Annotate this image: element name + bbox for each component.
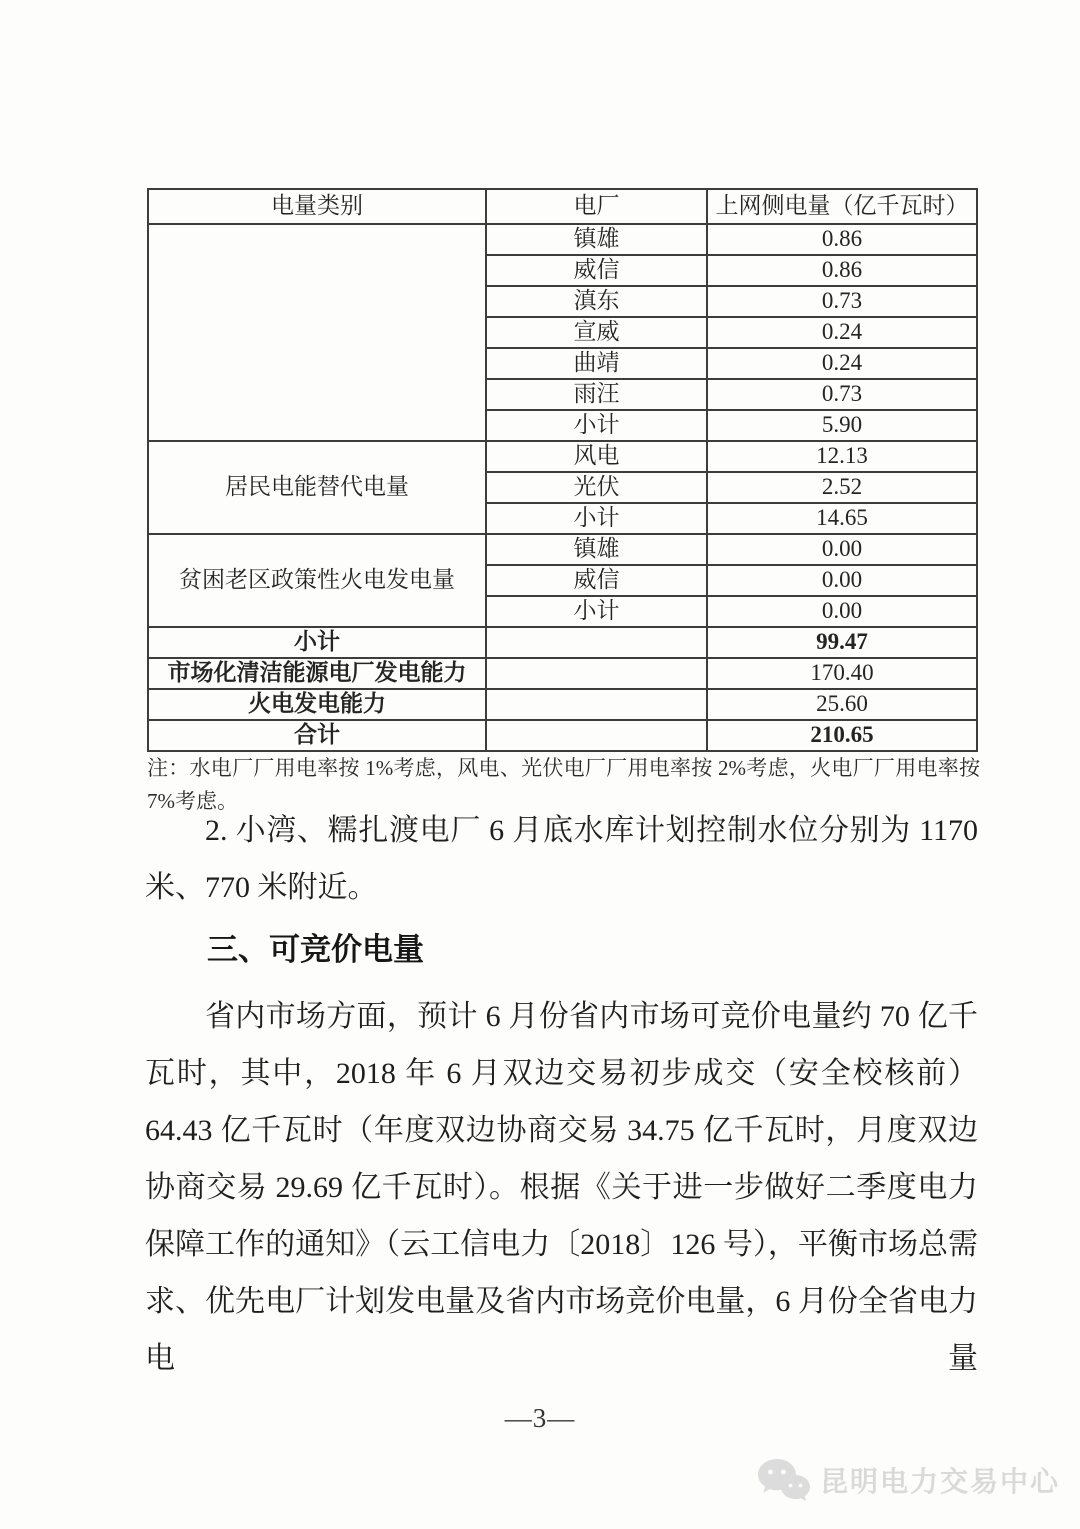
table-header-row bbox=[148, 189, 977, 224]
summary-label-cell: 合计 bbox=[148, 720, 486, 751]
paragraph-market-bidding: 省内市场方面，预计 6 月份省内市场可竞价电量约 70 亿千瓦时，其中，2018 年 6 月双边交易初步成交（安全校核前）64.43 亿千瓦时（年度双边协商交易 34.75 亿千瓦时，月度双边协商交易 29.69 亿千瓦时）。根据《关于进一步做好二季度电力保障工作的通知》（云工信电力〔2018〕126 号），平衡市场总需求、优先电厂计划发电量及省内市场竞价电量，6 月份全省电力电量 bbox=[145, 1000, 978, 1375]
header-plant: 电厂 bbox=[486, 189, 707, 224]
table-note: 注：水电厂厂用电率按 1%考虑，风电、光伏电厂厂用电率按 2%考虑，火电厂厂用电率按 7%考虑。 bbox=[147, 756, 980, 813]
value-cell: 0.86 bbox=[707, 224, 977, 255]
value-cell: 0.00 bbox=[707, 534, 977, 565]
summary-row bbox=[148, 720, 977, 751]
summary-label-cell: 小计 bbox=[148, 627, 486, 658]
value-cell: 0.24 bbox=[707, 348, 977, 379]
value-cell: 0.73 bbox=[707, 286, 977, 317]
summary-value-cell: 210.65 bbox=[707, 720, 977, 751]
value-cell: 0.24 bbox=[707, 317, 977, 348]
table-row bbox=[148, 441, 977, 472]
summary-empty-cell bbox=[486, 720, 707, 751]
header-grid-energy: 上网侧电量（亿千瓦时） bbox=[707, 189, 977, 224]
plant-cell: 镇雄 bbox=[486, 534, 707, 565]
summary-value-cell: 25.60 bbox=[707, 689, 977, 720]
value-cell: 0.00 bbox=[707, 565, 977, 596]
summary-empty-cell bbox=[486, 658, 707, 689]
value-cell: 0.73 bbox=[707, 379, 977, 410]
plant-cell: 镇雄 bbox=[486, 224, 707, 255]
value-cell: 0.86 bbox=[707, 255, 977, 286]
wechat-icon bbox=[756, 1458, 810, 1502]
plant-cell: 宣威 bbox=[486, 317, 707, 348]
summary-row bbox=[148, 658, 977, 689]
value-cell: 12.13 bbox=[707, 441, 977, 472]
value-cell: 5.90 bbox=[707, 410, 977, 441]
summary-label-cell: 火电发电能力 bbox=[148, 689, 486, 720]
category-cell bbox=[148, 224, 486, 441]
paragraph-reservoir-levels: 2. 小湾、糯扎渡电厂 6 月底水库计划控制水位分别为 1170 米、770 米附近。 bbox=[145, 814, 978, 904]
plant-cell: 小计 bbox=[486, 410, 707, 441]
power-quantity-table bbox=[147, 188, 978, 752]
plant-cell: 威信 bbox=[486, 565, 707, 596]
plant-cell: 小计 bbox=[486, 596, 707, 627]
section-heading-biddable-energy: 三、可竞价电量 bbox=[207, 932, 424, 967]
plant-cell: 雨汪 bbox=[486, 379, 707, 410]
summary-value-cell: 170.40 bbox=[707, 658, 977, 689]
power-table-body bbox=[148, 224, 977, 751]
summary-row bbox=[148, 689, 977, 720]
summary-row bbox=[148, 627, 977, 658]
summary-empty-cell bbox=[486, 689, 707, 720]
watermark bbox=[756, 1458, 1060, 1502]
plant-cell: 威信 bbox=[486, 255, 707, 286]
plant-cell: 滇东 bbox=[486, 286, 707, 317]
value-cell: 2.52 bbox=[707, 472, 977, 503]
category-cell: 居民电能替代电量 bbox=[148, 441, 486, 534]
category-cell: 贫困老区政策性火电发电量 bbox=[148, 534, 486, 627]
header-category: 电量类别 bbox=[148, 189, 486, 224]
value-cell: 0.00 bbox=[707, 596, 977, 627]
table-row bbox=[148, 534, 977, 565]
value-cell: 14.65 bbox=[707, 503, 977, 534]
power-quantity-table-wrap bbox=[147, 188, 976, 752]
summary-value-cell: 99.47 bbox=[707, 627, 977, 658]
plant-cell: 风电 bbox=[486, 441, 707, 472]
summary-empty-cell bbox=[486, 627, 707, 658]
plant-cell: 小计 bbox=[486, 503, 707, 534]
summary-label-cell: 市场化清洁能源电厂发电能力 bbox=[148, 658, 486, 689]
plant-cell: 曲靖 bbox=[486, 348, 707, 379]
page-number: —3— bbox=[504, 1403, 576, 1433]
watermark-text: 昆明电力交易中心 bbox=[819, 1466, 1060, 1497]
table-row bbox=[148, 224, 977, 255]
plant-cell: 光伏 bbox=[486, 472, 707, 503]
